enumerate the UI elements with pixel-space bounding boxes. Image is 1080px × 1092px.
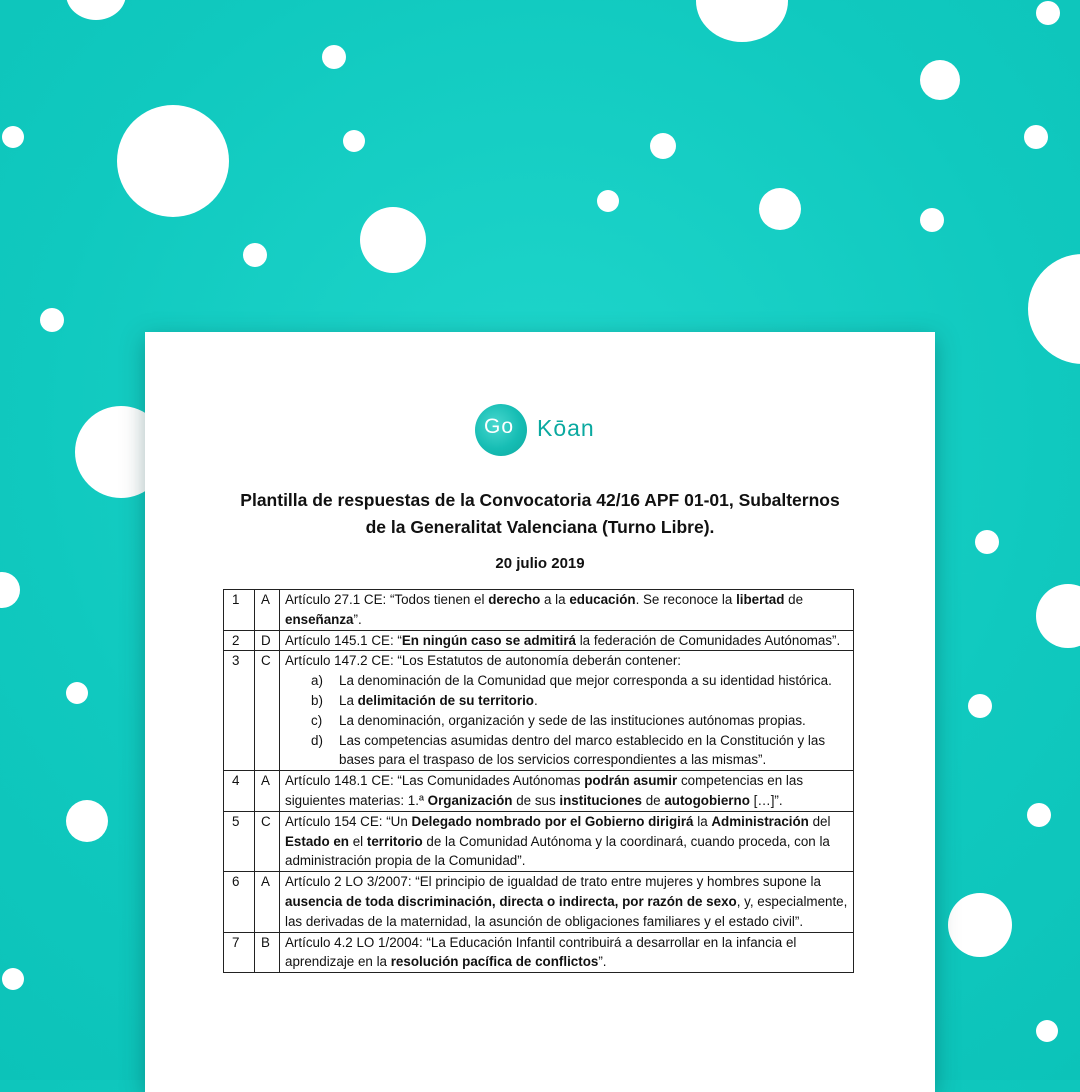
background-dot — [1036, 1020, 1058, 1042]
list-item: b) La delimitación de su territorio. — [311, 692, 538, 708]
background-dot — [650, 133, 676, 159]
background-dot — [948, 893, 1012, 957]
answer-letter: A — [255, 771, 280, 812]
table-row — [224, 811, 854, 871]
background-dot — [920, 208, 944, 232]
background-dot — [696, 0, 788, 42]
gokoan-logo — [475, 400, 605, 460]
table-row — [224, 932, 854, 973]
answer-letter: A — [255, 872, 280, 932]
logo-koan-text: Kōan — [537, 415, 595, 441]
answer-explanation: Artículo 27.1 CE: “Todos tienen el derecho a la educación. Se reconoce la libertad de enseñanza”. — [280, 590, 854, 631]
table-row — [224, 771, 854, 812]
question-number: 3 — [224, 651, 255, 771]
list-item: c) La denominación, organización y sede de las instituciones autónomas propias. — [311, 712, 806, 728]
background-dot — [117, 105, 229, 217]
background-dot — [66, 0, 126, 20]
background-dot — [243, 243, 267, 267]
document-date: 20 julio 2019 — [495, 555, 585, 572]
question-number: 6 — [224, 872, 255, 932]
background-dot — [1028, 254, 1080, 364]
background-dot — [322, 45, 346, 69]
background-dot — [975, 530, 999, 554]
question-number: 7 — [224, 932, 255, 973]
background-dot — [1036, 1, 1060, 25]
answer-letter: C — [255, 651, 280, 771]
background-dot — [40, 308, 64, 332]
question-number: 5 — [224, 811, 255, 871]
table-row — [224, 651, 854, 771]
table-row — [224, 590, 854, 631]
answer-explanation: Artículo 145.1 CE: “En ningún caso se admitirá la federación de Comunidades Autónomas”. — [280, 630, 854, 651]
answers-table — [223, 589, 854, 973]
document-title-line2: de la Generalitat Valenciana (Turno Libre). — [365, 517, 715, 537]
answer-explanation: Artículo 154 CE: “Un Delegado nombrado por el Gobierno dirigirá la Administración del Estado en el territorio de la Comunidad Autónoma y la coordinará, cuando proceda, con la administración propia de la Comunidad”. — [280, 811, 854, 871]
background-dot — [759, 188, 801, 230]
question-number: 1 — [224, 590, 255, 631]
background-dot — [1027, 803, 1051, 827]
background-dot — [2, 968, 24, 990]
answer-explanation — [280, 651, 854, 771]
answer-letter: A — [255, 590, 280, 631]
answer-letter: B — [255, 932, 280, 973]
document-page — [145, 332, 935, 1092]
answer-letter: D — [255, 630, 280, 651]
background-dot — [1024, 125, 1048, 149]
background-dot — [920, 60, 960, 100]
table-row — [224, 630, 854, 651]
background-dot — [0, 572, 20, 608]
background-dot — [66, 682, 88, 704]
background-dot — [968, 694, 992, 718]
background-dot — [1036, 584, 1080, 648]
answer-letter: C — [255, 811, 280, 871]
answer-explanation: Artículo 4.2 LO 1/2004: “La Educación Infantil contribuirá a desarrollar en la infancia el aprendizaje en la resolución pacífica de conflictos”. — [280, 932, 854, 973]
explanation-intro: Artículo 147.2 CE: “Los Estatutos de autonomía deberán contener: — [285, 653, 682, 669]
background-dot — [360, 207, 426, 273]
background-dot — [2, 126, 24, 148]
background-dot — [343, 130, 365, 152]
question-number: 4 — [224, 771, 255, 812]
list-item: d) Las competencias asumidas dentro del marco establecido en la Constitución y las bases para el traspaso de los servicios correspondientes a las mismas”. — [311, 732, 826, 768]
answer-explanation: Artículo 2 LO 3/2007: “El principio de igualdad de trato entre mujeres y hombres supone la ausencia de toda discriminación, directa o indirecta, por razón de sexo, y, especialmente, las derivadas de la maternidad, la asunción de obligaciones familiares y el estado civil”. — [280, 872, 854, 932]
list-item: a) La denominación de la Comunidad que mejor corresponda a su identidad histórica. — [311, 673, 832, 689]
answer-explanation: Artículo 148.1 CE: “Las Comunidades Autónomas podrán asumir competencias en las siguientes materias: 1.ª Organización de sus instituciones de autogobierno […]”. — [280, 771, 854, 812]
question-number: 2 — [224, 630, 255, 651]
document-title — [185, 487, 895, 541]
logo-go-text: Go — [484, 415, 515, 438]
table-row — [224, 872, 854, 932]
background-dot — [597, 190, 619, 212]
document-title-line1: Plantilla de respuestas de la Convocatoria 42/16 APF 01-01, Subalternos — [240, 490, 840, 510]
background-dot — [66, 800, 108, 842]
